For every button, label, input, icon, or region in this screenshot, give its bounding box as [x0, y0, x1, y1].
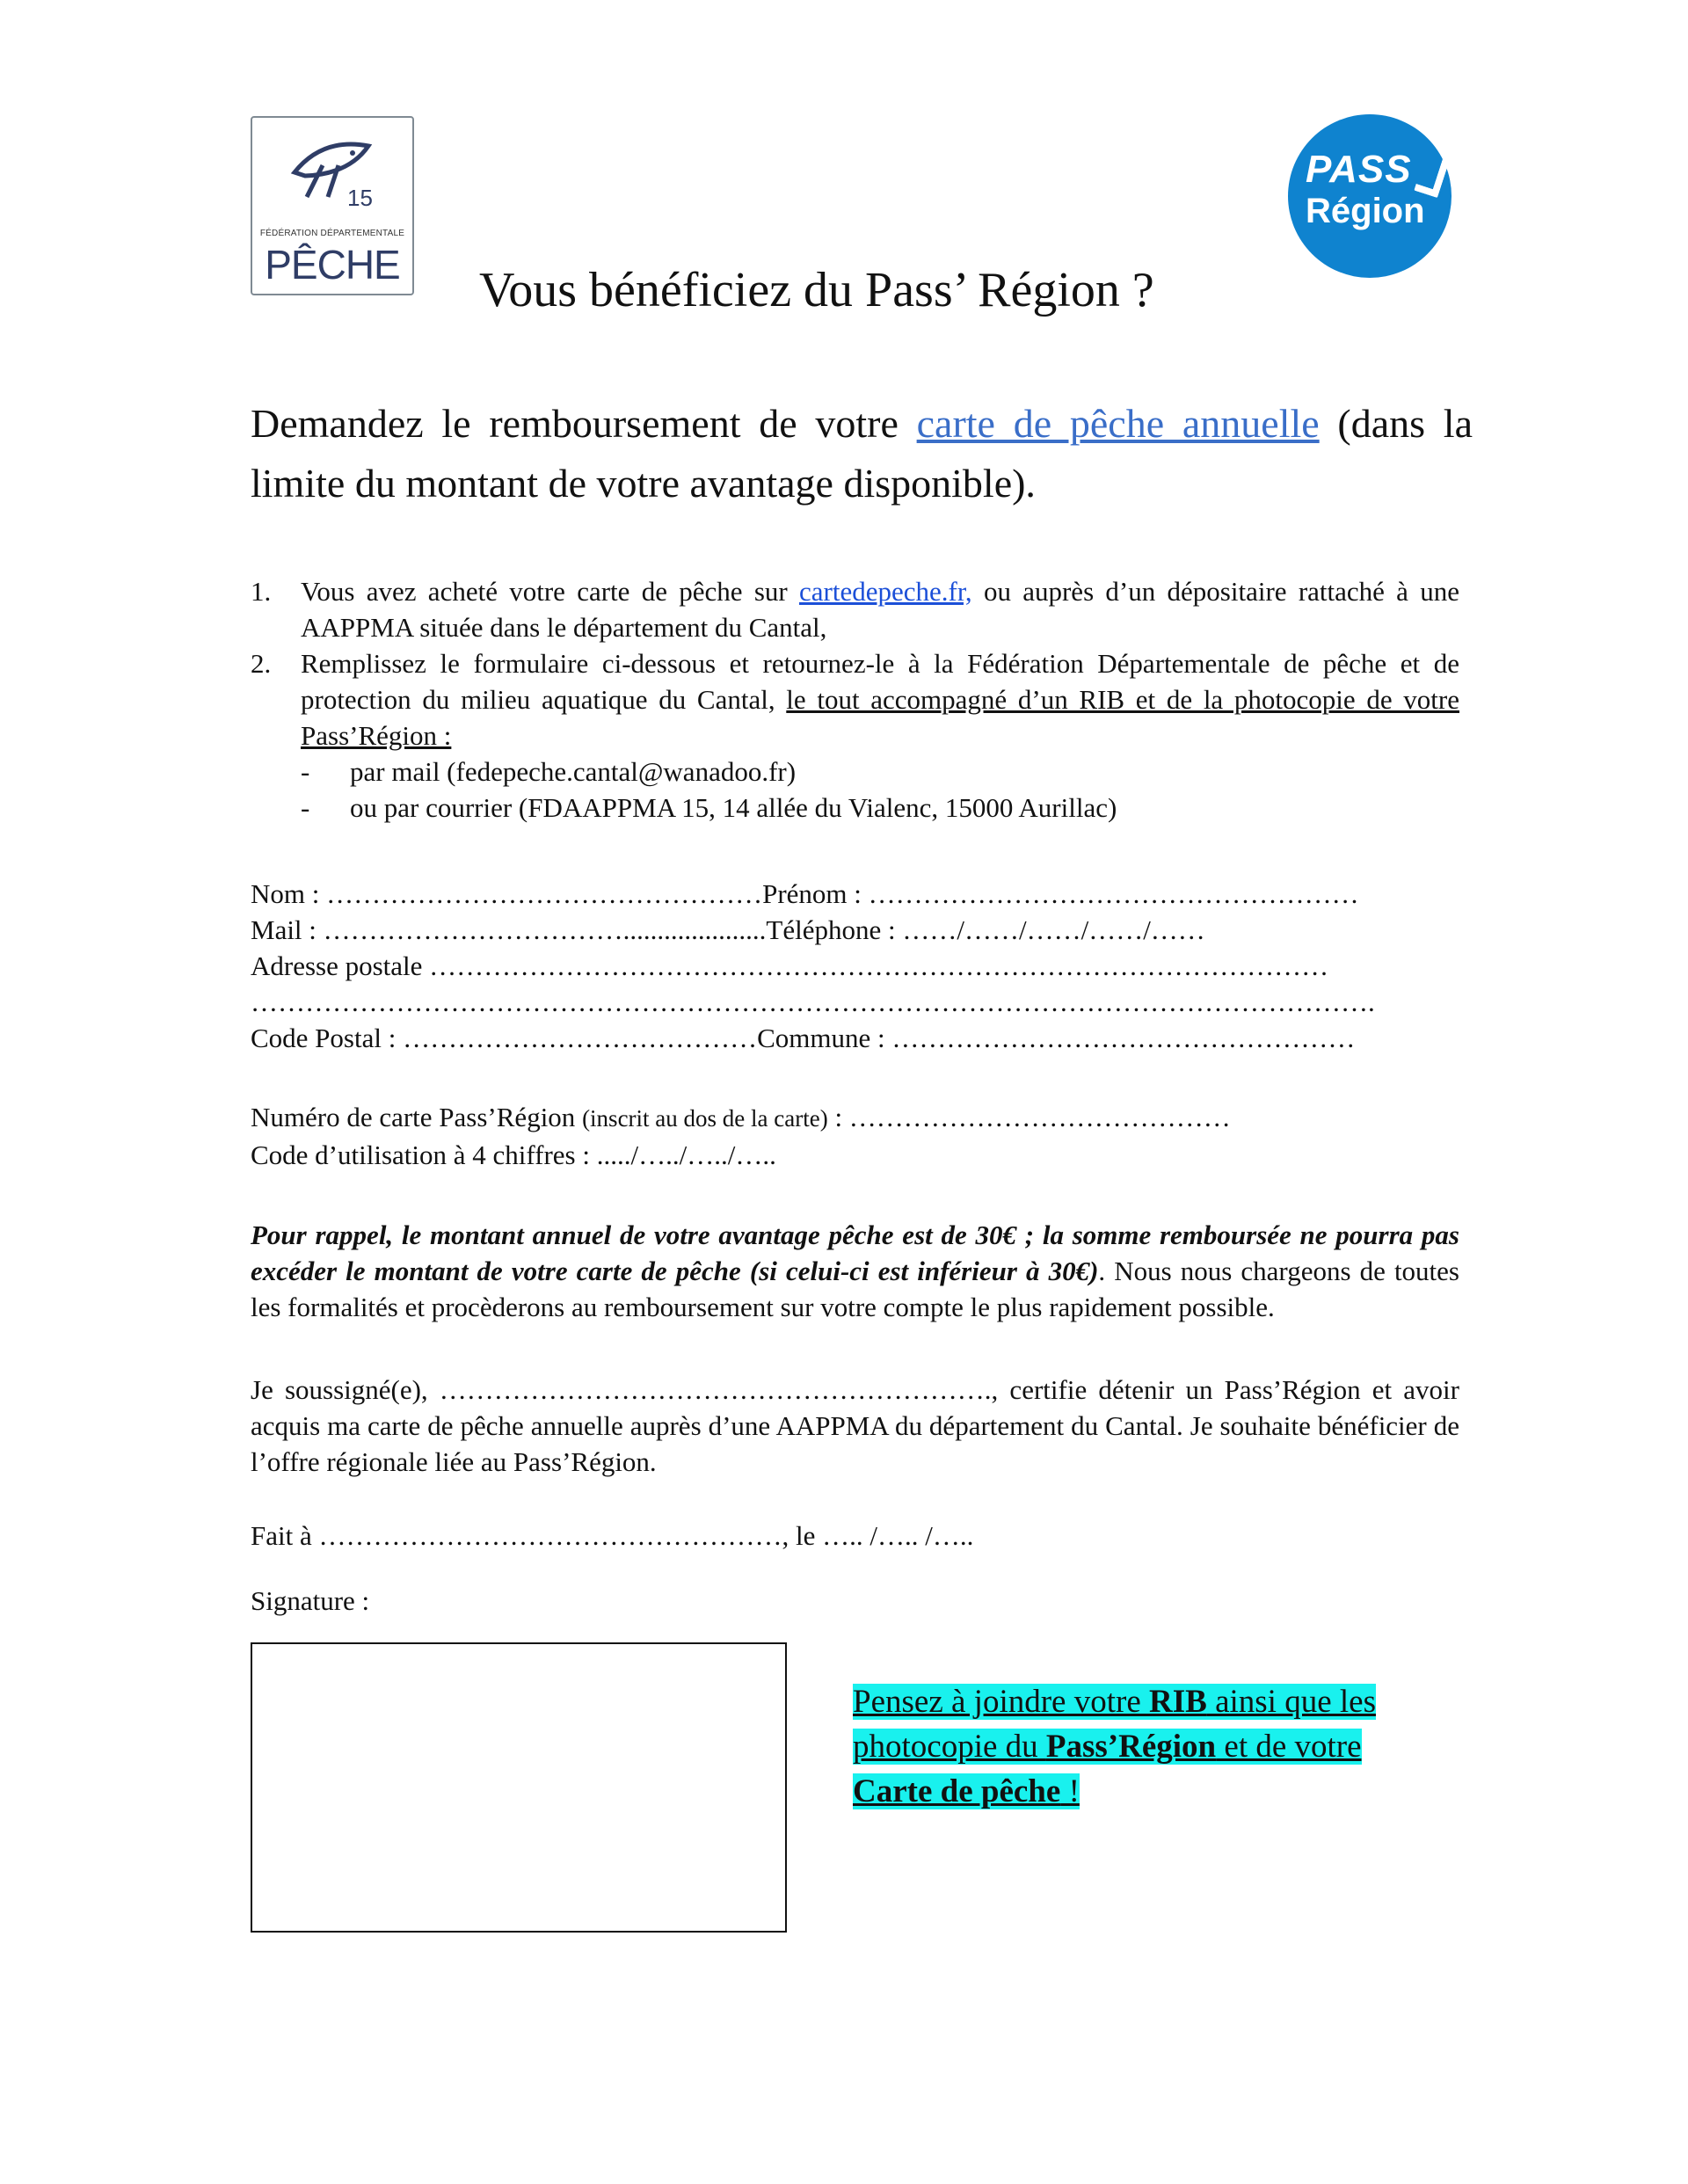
- step-2-text-before: Remplissez le formulaire ci-dessous et retournez-le à la Fédération Départementale de pêche et de protection du milieu aquatique du Cantal,: [301, 648, 1459, 715]
- pass-region-tick-icon: [1414, 150, 1450, 198]
- lead-text-after: (dans la limite du montant de votre avantage disponible).: [251, 401, 1473, 506]
- lead-text-before: Demandez le remboursement de votre: [251, 401, 917, 446]
- send-by-post-text: ou par courrier (FDAAPPMA 15, 14 allée du Vialenc, 15000 Aurillac): [350, 792, 1117, 823]
- pass-region-logo-line2: Région: [1306, 192, 1425, 230]
- usage-code-field-line[interactable]: Code d’utilisation à 4 chiffres : ...../…../…../…..: [251, 1139, 776, 1170]
- note-carte-de-peche: Carte de pêche: [853, 1773, 1061, 1809]
- card-number-label: Numéro de carte Pass’Région: [251, 1102, 583, 1132]
- list-item: - ou par courrier (FDAAPPMA 15, 14 allée du Vialenc, 15000 Aurillac): [301, 792, 1117, 823]
- list-item: - par mail (fedepeche.cantal@wanadoo.fr): [301, 756, 797, 787]
- page-title: Vous bénéficiez du Pass’ Région ?: [479, 263, 1154, 317]
- note-text: et de votre: [1216, 1729, 1362, 1765]
- address-continuation-line[interactable]: …………………………………………………………………………………………………………….: [251, 986, 1375, 1017]
- signature-label: Signature :: [251, 1585, 370, 1616]
- reminder-normal-text: . Nous nous chargeons de toutes les formalités et procèderons au remboursement sur votre compte le plus rapidement possible.: [251, 1256, 1459, 1322]
- federation-name: PÊCHE: [265, 242, 400, 288]
- step-number: 1.: [251, 576, 272, 607]
- signature-box[interactable]: [251, 1642, 787, 1933]
- lead-paragraph: [251, 394, 1473, 513]
- note-text: Pensez à joindre votre: [853, 1684, 1149, 1720]
- cartedepeche-link[interactable]: cartedepeche.fr,: [799, 576, 972, 607]
- card-number-field-line[interactable]: [251, 1099, 1481, 1137]
- address-field-line[interactable]: Adresse postale ………………………………………………………………………………………: [251, 950, 1329, 981]
- name-field-line[interactable]: Nom : …………………………………………Prénom : ………………………………………………: [251, 878, 1359, 909]
- note-rib: RIB: [1149, 1684, 1207, 1720]
- note-pass-region: Pass’Région: [1045, 1729, 1217, 1765]
- postal-code-commune-line[interactable]: Code Postal : …………………………………Commune : ……………………………………………: [251, 1023, 1356, 1053]
- note-text: !: [1060, 1773, 1080, 1809]
- steps-list: [251, 573, 1459, 826]
- step-number: 2.: [251, 648, 272, 679]
- send-by-mail-text: par mail (fedepeche.cantal@wanadoo.fr): [350, 756, 797, 787]
- reminder-bold-text: Pour rappel, le montant annuel de votre avantage pêche est de 30€ ; la somme remboursée ne pourra pas excéder le montant de votre carte de pêche (si celui-ci est inférieur à 30€): [251, 1219, 1459, 1286]
- step-1: [251, 573, 1459, 645]
- note-text: ainsi que les photocopie du: [853, 1684, 1376, 1765]
- step-2-underlined-text: le tout accompagné d’un RIB et de la photocopie de votre Pass’Région :: [301, 684, 1459, 751]
- card-number-note: (inscrit au dos de la carte): [582, 1105, 828, 1132]
- contact-form: [251, 876, 1481, 1056]
- place-date-line[interactable]: Fait à ……………………………………………, le ….. /….. /…..: [251, 1520, 974, 1551]
- step-2: [251, 645, 1459, 753]
- federation-subtitle: FÉDÉRATION DÉPARTEMENTALE: [259, 229, 405, 238]
- mail-phone-field-line[interactable]: Mail : …………………………….....................Téléphone : ……/……/……/……/……: [251, 914, 1205, 945]
- reminder-paragraph: [251, 1217, 1459, 1325]
- federation-number: 15: [347, 185, 373, 211]
- step-1-text-before: Vous avez acheté votre carte de pêche sur: [301, 576, 799, 607]
- pass-region-logo: [1288, 114, 1452, 278]
- card-number-dots: : ……………………………………: [827, 1102, 1231, 1132]
- attachment-reminder-note: [853, 1679, 1433, 1814]
- pass-region-logo-line1: PASS: [1306, 148, 1412, 191]
- carte-de-peche-link[interactable]: carte de pêche annuelle: [916, 401, 1320, 446]
- step-1-text-after: ou auprès d’un dépositaire rattaché à une AAPPMA située dans le département du Cantal,: [301, 576, 1459, 643]
- attestation-paragraph[interactable]: Je soussigné(e), ……………………………………………………., certifie détenir un Pass’Région et avoir acquis ma carte de pêche annuelle auprès d’une AAPPMA du département du Cantal. Je souhaite bénéficier de l’offre régionale liée au Pass’Région.: [251, 1374, 1459, 1477]
- federation-peche-logo: [251, 116, 414, 295]
- card-info: [251, 1099, 1481, 1173]
